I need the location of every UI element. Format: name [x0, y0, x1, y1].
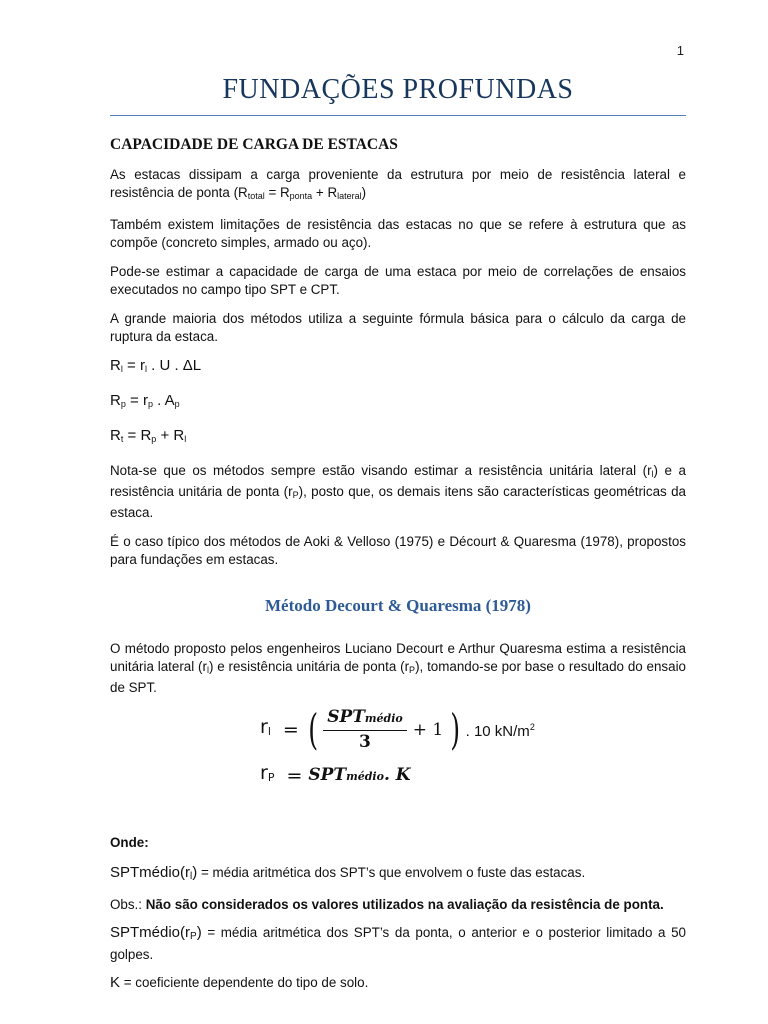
- definition-k: K = coeficiente dependente do tipo de solo.: [110, 974, 369, 991]
- open-paren: (: [308, 704, 318, 754]
- paragraph-resistance-intro: As estacas dissipam a carga proveniente da estrutura por meio de resistência lateral e resistência de ponta $(R_{total} = R_{ponta} + R_{lateral})$: [110, 167, 686, 201]
- equation-unit: . 10 $kN/m^2$: [465, 722, 535, 740]
- where-label: Onde:: [110, 835, 149, 850]
- page-number: 1: [676, 43, 684, 58]
- paragraph-basic-formula: A grande maioria dos métodos utiliza a seguinte fórmula básica para o cálculo da carga de ruptura da estaca.: [110, 311, 686, 344]
- paragraph-methods: É o caso típico dos métodos de Aoki & Velloso (1975) e Décourt & Quaresma (1978), propostos para fundações em estacas.: [110, 534, 686, 567]
- definition-spt-tip: $SPTmédio(r_P)$ = média aritmética dos SPT’s da ponta, o anterior e o posterior limitado a 50 golpes.: [110, 924, 686, 962]
- equation-block: [110, 704, 686, 820]
- section-heading: CAPACIDADE DE CARGA DE ESTACAS: [110, 136, 398, 153]
- document-body: [110, 132, 686, 1002]
- formula-tip: $R_p = r_p$ . $A_p$: [110, 392, 180, 409]
- equation-lhs: $r_l$: [260, 716, 271, 738]
- title-divider: [110, 115, 686, 116]
- paragraph-correlations: Pode-se estimar a capacidade de carga de uma estaca por meio de correlações de ensaios executados no campo tipo SPT e CPT.: [110, 264, 686, 297]
- observation-note: Obs.: Não são considerados os valores utilizados na avaliação da resistência de ponta.: [110, 897, 664, 912]
- close-paren: ): [450, 704, 461, 754]
- paragraph-method-description: O método proposto pelos engenheiros Luciano Decourt e Arthur Quaresma estima a resistência unitária lateral $(r_l)$ e resistência unitária de ponta $(r_P)$, tomando-se por base o resultado do ensaio de SPT.: [110, 641, 686, 695]
- formula-lateral: $R_l = r_l$ . U . ΔL: [110, 357, 202, 374]
- page-title: FUNDAÇÕES PROFUNDAS: [222, 74, 574, 105]
- paragraph-limitations: Também existem limitações de resistência das estacas no que se refere à estrutura que as compõe (concreto simples, armado ou aço).: [110, 217, 686, 250]
- fraction: [323, 708, 407, 751]
- equation-lhs: $r_P$: [260, 762, 275, 784]
- equation-tip-resistance: [260, 764, 411, 787]
- paragraph-unit-resistance: Nota-se que os métodos sempre estão visando estimar a resistência unitária lateral $(r_l)$ e a resistência unitária de ponta $(r_P)$, posto que, os demais itens são características geométricas da estaca.: [110, 463, 686, 520]
- fraction-denominator: 3: [359, 732, 371, 752]
- equals-sign: =: [282, 718, 299, 741]
- definition-spt-lateral: $SPTmédio(r_l)$ = média aritmética dos SPT’s que envolvem o fuste das estacas.: [110, 864, 586, 882]
- equals-sign: =: [286, 764, 303, 787]
- equation-lateral-resistance: [260, 704, 535, 754]
- formula-total: $R_t = R_p + R_l$: [110, 427, 187, 444]
- plus-one: + 1: [412, 719, 444, 740]
- equation-rhs: SPTmédio. K: [308, 764, 411, 785]
- fraction-numerator: SPTmédio: [323, 708, 407, 731]
- method-heading: Método Decourt & Quaresma (1978): [265, 596, 531, 615]
